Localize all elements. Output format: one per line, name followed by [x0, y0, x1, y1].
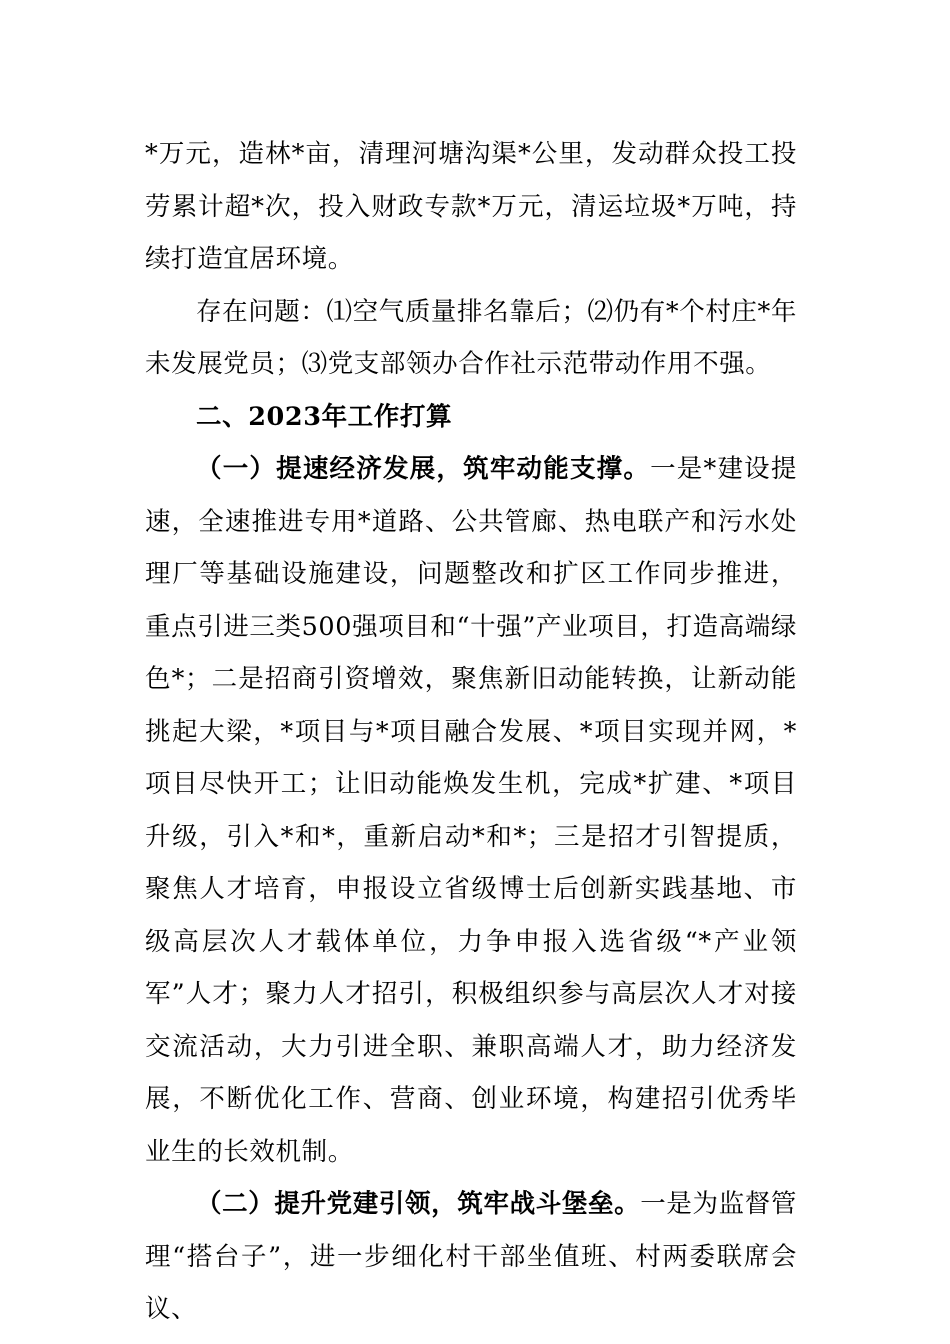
- paragraph-party-building: [145, 1178, 797, 1336]
- subsection-body-party: 一是为监督管理“搭台子”，进一步细化村干部坐值班、村两委联席会议、: [145, 1189, 797, 1324]
- paragraph-existing-problems: 存在问题：⑴空气质量排名靠后；⑵仍有*个村庄*年未发展党员；⑶党支部领办合作社示范带动作用不强。: [145, 296, 797, 379]
- section-heading-2023-plan: 二、2023年工作打算: [196, 401, 453, 432]
- document-body: [145, 128, 797, 1336]
- subsection-title-party: （二）提升党建引领，筑牢战斗堡垒。: [196, 1189, 641, 1219]
- paragraph-economic-development: [145, 443, 797, 1178]
- subsection-body-economy: 一是*建设提速，全速推进专用*道路、公共管廊、热电联产和污水处理厂等基础设施建设，问题整改和扩区工作同步推进，重点引进三类500强项目和“十强”产业项目，打造高端绿色*；二是招商引资增效，聚焦新旧动能转换，让新动能挑起大梁，*项目与*项目融合发展、*项目实现并网，*项目尽快开工；让旧动能焕发生机，完成*扩建、*项目升级，引入*和*，重新启动*和*；三是招才引智提质，聚焦人才培育，申报设立省级博士后创新实践基地、市级高层次人才载体单位，力争申报入选省级“*产业领军”人才；聚力人才招引，积极组织参与高层次人才对接交流活动，大力引进全职、兼职高端人才，助力经济发展，不断优化工作、营商、创业环境，构建招引优秀毕业生的长效机制。: [145, 454, 797, 1167]
- subsection-title-economy: （一）提速经济发展，筑牢动能支撑。: [196, 454, 651, 484]
- paragraph-achievements-end: *万元，造林*亩，清理河塘沟渠*公里，发动群众投工投劳累计超*次，投入财政专款*万元，清运垃圾*万吨，持续打造宜居环境。: [145, 139, 797, 274]
